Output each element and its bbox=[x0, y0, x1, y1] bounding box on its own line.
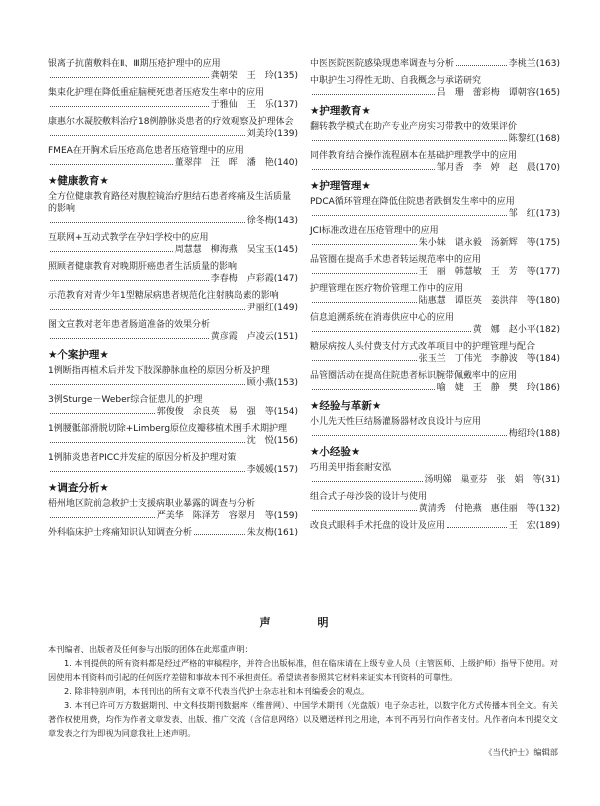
section-heading: ★护理教育★ bbox=[310, 104, 371, 117]
toc-entry-author-row bbox=[310, 162, 560, 174]
dot-leader bbox=[312, 169, 435, 170]
toc-entry-author-row bbox=[48, 377, 298, 389]
toc-entry[interactable] bbox=[48, 261, 298, 285]
toc-entry[interactable] bbox=[48, 116, 298, 140]
toc-entry-authors: 郭俊俊 余良英 易 强 等 bbox=[156, 407, 274, 418]
toc-entry-author-row bbox=[48, 273, 298, 285]
section-heading: ★调查分析★ bbox=[48, 482, 109, 495]
toc-entry-authors: 邹月香 李 婷 赵 晨 bbox=[436, 163, 536, 173]
toc-entry-title: 品管圈在提高手术患者转运规范率中的应用 bbox=[310, 254, 482, 265]
dot-leader bbox=[50, 517, 155, 518]
dot-leader bbox=[312, 435, 507, 436]
toc-entry-author-row bbox=[310, 382, 560, 394]
statement-intro: 本刊编者、出版者及任何参与出版的团体在此郑重声明： bbox=[48, 644, 253, 654]
statement-item: 1. 本刊提供的所有资料都是经过严格的审稿程序，并符合出版标准，但在临床请在上级专业人员（主管医师、上级护师）指导下使用。对因使用本刊资料而引起的任何医疗差错和事故本刊不承担责任。希望读者参照其它材料来证实本刊资料的可靠性。 bbox=[48, 658, 558, 682]
toc-entry[interactable] bbox=[310, 75, 560, 99]
toc-entry-authors: 李春梅 卢彩霞 bbox=[210, 274, 274, 285]
toc-entry-page: (143) bbox=[273, 216, 298, 227]
toc-entry-page: (154) bbox=[273, 407, 298, 418]
toc-entry-authors: 邹 红 bbox=[508, 209, 536, 219]
dot-leader bbox=[312, 302, 417, 303]
toc-entry-author-row bbox=[310, 353, 560, 365]
toc-entry[interactable] bbox=[48, 191, 298, 228]
toc-entry-author-row bbox=[310, 474, 560, 486]
toc-entry-authors: 李媛媛 bbox=[246, 465, 274, 476]
dot-leader bbox=[50, 77, 209, 78]
toc-entry[interactable] bbox=[310, 370, 560, 394]
toc-entry-page: (168) bbox=[535, 134, 560, 144]
statement-signature: 《当代护士》编辑部 bbox=[484, 747, 558, 757]
toc-entry[interactable] bbox=[48, 365, 298, 389]
toc-entry-author-row bbox=[310, 503, 560, 515]
dot-leader bbox=[50, 442, 245, 443]
toc-entry-author-row bbox=[48, 215, 298, 227]
toc-entry[interactable] bbox=[310, 225, 560, 249]
toc-entry-title: 1例断指再植术后并发下肢深静脉血栓的原因分析及护理 bbox=[48, 366, 270, 377]
toc-entry-authors: 喻 婕 王 静 樊 玲 bbox=[436, 383, 536, 393]
toc-entry-title: 中职护生习得性无助、自我概念与承诺研究 bbox=[310, 75, 482, 86]
toc-entry[interactable] bbox=[310, 416, 560, 440]
toc-entry-author-row bbox=[310, 428, 560, 440]
statement-item: 3. 本刊已许可万方数据期刊、中文科技期刊数据库（维普网）、中国学术期刊（光盘版）电子杂志社，以数字化方式传播本刊全文。有关著作权使用费，均作为作者文章发表、出版、推广交流（含信息网络）以及赠送样刊之用途，本刊不再另行向作者支付。凡作者向本刊提交文章发表之行为即视为同意我社上述声明。 bbox=[48, 700, 558, 738]
toc-entry-author-row bbox=[310, 295, 560, 307]
toc-entry[interactable] bbox=[310, 196, 560, 220]
toc-entry-author-row bbox=[48, 406, 298, 418]
toc-entry-page: (149) bbox=[273, 303, 298, 314]
toc-entry-page: (156) bbox=[273, 436, 298, 447]
toc-entry[interactable] bbox=[48, 319, 298, 343]
toc-entry-authors: 李桃兰 bbox=[508, 59, 536, 69]
dot-leader bbox=[50, 106, 209, 107]
toc-entry-title: PDCA循环管理在降低住院患者跌倒发生率中的应用 bbox=[310, 196, 515, 207]
dot-leader bbox=[447, 527, 507, 528]
toc-entry[interactable] bbox=[48, 423, 298, 447]
toc-entry-author-row bbox=[48, 435, 298, 447]
toc-entry-page: (151) bbox=[273, 332, 298, 343]
dot-leader bbox=[312, 481, 423, 482]
toc-entry-authors: 尹丽红 bbox=[246, 303, 274, 314]
toc-entry-title: 集束化护理在降低重症脑梗死患者压疮发生率中的应用 bbox=[48, 88, 265, 98]
toc-entry-page: (175) bbox=[535, 238, 560, 248]
toc-entry-authors: 顾小燕 bbox=[246, 378, 274, 389]
toc-entry-authors: 刘美玲 bbox=[246, 129, 274, 140]
toc-entry-page: (132) bbox=[535, 504, 560, 514]
toc-entry-title: 巧用美甲指套耐安泓 bbox=[310, 462, 392, 473]
toc-entry[interactable] bbox=[310, 283, 560, 307]
dot-leader bbox=[50, 338, 209, 339]
toc-entry-title: 外科临床护士疼痛知识认知调查分析 bbox=[48, 528, 193, 539]
dot-leader bbox=[312, 140, 507, 141]
toc-entry-page: (186) bbox=[535, 383, 560, 393]
toc-entry[interactable] bbox=[48, 232, 298, 256]
toc-entry-title: 翻转教学模式在助产专业产房实习带教中的效果评价 bbox=[310, 121, 518, 132]
toc-entry-title: 组合式子母沙袋的设计与使用 bbox=[310, 491, 428, 502]
table-of-contents bbox=[48, 58, 558, 606]
section-heading: ★健康教育★ bbox=[48, 175, 109, 187]
toc-entry-authors: 董翠萍 汪 晖 潘 艳 bbox=[174, 158, 274, 169]
toc-entry-title: JCI标准改进在压疮管理中的应用 bbox=[310, 225, 439, 236]
toc-entry-title: 3例Sturge－Weber综合征患儿的护理 bbox=[48, 395, 203, 406]
toc-entry-page: (180) bbox=[535, 296, 560, 306]
toc-entry-author-row bbox=[48, 99, 298, 111]
toc-entry-page: (170) bbox=[535, 163, 560, 173]
toc-entry-page: (188) bbox=[535, 429, 560, 439]
dot-leader bbox=[456, 65, 507, 66]
toc-entry-author-row bbox=[310, 520, 560, 532]
toc-entry-page: (184) bbox=[535, 354, 560, 364]
toc-right-column bbox=[310, 58, 560, 537]
toc-entry-title: 同伴教育结合操作流程剧本在基础护理教学中的应用 bbox=[310, 150, 518, 161]
toc-entry[interactable] bbox=[48, 87, 298, 111]
toc-entry-title: 护理管理在医疗物价管理工作中的应用 bbox=[310, 283, 464, 294]
toc-entry-title: 品管圈活动在提高住院患者标识腕带佩戴率中的应用 bbox=[310, 370, 518, 381]
toc-entry-authors: 黄彦霞 卢凌云 bbox=[210, 332, 274, 343]
toc-entry-page: (140) bbox=[273, 158, 298, 169]
toc-entry-authors: 黄清秀 付艳燕 惠佳丽 等 bbox=[418, 504, 536, 514]
toc-entry-author-row bbox=[48, 157, 298, 169]
toc-entry-page: (31) bbox=[541, 475, 560, 485]
toc-entry-title: 全方位健康教育路径对腹腔镜治疗胆结石患者疼痛及生活质量的影响 bbox=[48, 192, 292, 215]
toc-entry-authors: 梅绍玲 bbox=[508, 429, 536, 439]
dot-leader bbox=[312, 94, 435, 95]
toc-entry-title: FMEA在开胸术后压疮高危患者压疮管理中的应用 bbox=[48, 146, 244, 156]
toc-entry-title: 示范教育对青少年1型糖尿病患者规范化注射胰岛素的影响 bbox=[48, 291, 279, 302]
toc-entry-authors: 王 宏 bbox=[508, 520, 536, 531]
toc-entry[interactable] bbox=[310, 491, 560, 515]
toc-entry-title: 康惠尔水凝胶敷料治疗18例静脉炎患者的疗效观察及护理体会 bbox=[48, 117, 294, 127]
toc-entry[interactable] bbox=[48, 145, 298, 169]
section-heading: ★小经验★ bbox=[310, 445, 361, 458]
toc-entry-author-row bbox=[310, 87, 560, 99]
dot-leader bbox=[50, 135, 245, 136]
toc-entry-page: (153) bbox=[273, 378, 298, 389]
dot-leader bbox=[312, 331, 471, 332]
toc-entry-page: (177) bbox=[535, 267, 560, 277]
toc-entry[interactable] bbox=[48, 394, 298, 418]
toc-entry-authors: 周慧慧 柳海燕 吴宝玉 bbox=[174, 245, 274, 256]
toc-entry-authors: 汤明娣 巢亚芬 张 娟 等 bbox=[424, 475, 542, 485]
toc-entry-author-row bbox=[48, 244, 298, 256]
toc-entry-authors: 朱友梅 bbox=[246, 528, 274, 539]
toc-entry-title: 1例肺炎患者PICC并发症的原因分析及护理对策 bbox=[48, 453, 237, 464]
toc-entry-author-row bbox=[310, 237, 560, 249]
toc-entry-page: (173) bbox=[535, 209, 560, 219]
toc-entry[interactable] bbox=[310, 462, 560, 486]
toc-entry-title: 银离子抗菌敷料在Ⅱ、Ⅲ期压疮护理中的应用 bbox=[48, 59, 221, 69]
dot-leader bbox=[312, 510, 417, 511]
toc-entry-author-row bbox=[310, 208, 560, 220]
section-heading: ★个案护理★ bbox=[48, 349, 109, 362]
dot-leader bbox=[50, 280, 209, 281]
toc-entry-author-row bbox=[48, 128, 298, 140]
toc-entry[interactable] bbox=[310, 121, 560, 145]
dot-leader bbox=[50, 222, 245, 223]
toc-entry-title: 改良式眼科手术托盘的设计及应用 bbox=[310, 520, 446, 531]
toc-entry-page: (135) bbox=[273, 71, 298, 82]
toc-entry[interactable] bbox=[310, 520, 560, 532]
dot-leader bbox=[312, 273, 417, 274]
toc-entry-page: (159) bbox=[273, 511, 298, 522]
toc-entry-author-row bbox=[48, 510, 298, 522]
toc-entry-authors: 黄 娜 赵小平 bbox=[472, 325, 536, 335]
dot-leader bbox=[50, 164, 173, 165]
toc-entry-authors: 张玉兰 丁伟光 李静波 等 bbox=[418, 354, 536, 364]
toc-entry-page: (161) bbox=[273, 528, 298, 539]
toc-entry[interactable] bbox=[48, 452, 298, 476]
toc-entry-title: 小儿先天性巨结肠灌肠器材改良设计与应用 bbox=[310, 416, 482, 427]
toc-entry-page: (137) bbox=[273, 100, 298, 111]
toc-entry-author-row bbox=[48, 331, 298, 343]
dot-leader bbox=[312, 389, 435, 390]
toc-entry-authors: 沈 悦 bbox=[246, 436, 274, 447]
toc-entry-title: 互联网+互动式教学在孕妇学校中的应用 bbox=[48, 233, 209, 244]
toc-entry[interactable] bbox=[310, 341, 560, 365]
toc-entry-title: 梧州地区院前急救护士支援病职业暴露的调查与分析 bbox=[48, 499, 256, 510]
toc-entry-authors: 龚朝荣 王 玲 bbox=[210, 71, 274, 82]
statement-item: 2. 除非特别声明，本刊刊出的所有文章不代表当代护士杂志社和本刊编委会的观点。 bbox=[64, 686, 370, 696]
toc-entry[interactable] bbox=[48, 290, 298, 314]
toc-entry-author-row bbox=[48, 527, 298, 539]
toc-left-column bbox=[48, 58, 298, 544]
toc-entry-authors: 吕 珊 蕾彩梅 谭朝容 bbox=[436, 88, 536, 98]
section-heading: ★护理管理★ bbox=[310, 179, 371, 192]
toc-entry-authors: 朱小妹 谌永毅 汤新辉 等 bbox=[418, 238, 536, 248]
toc-entry-authors: 徐冬梅 bbox=[246, 216, 274, 227]
toc-entry-title: 中医医院医院感染现患率调查与分析 bbox=[310, 59, 455, 69]
toc-entry-page: (157) bbox=[273, 465, 298, 476]
toc-entry-title: 图文宣教对老年患者肠道准备的效果分析 bbox=[48, 320, 211, 331]
toc-entry-title: 1例腰骶部滑脱切除+Limberg原位皮瓣移植术围手术期护理 bbox=[48, 424, 288, 435]
dot-leader bbox=[50, 309, 245, 310]
dot-leader bbox=[312, 244, 417, 245]
toc-entry-page: (163) bbox=[535, 59, 560, 69]
toc-entry-author-row bbox=[310, 133, 560, 145]
toc-entry-page: (189) bbox=[535, 520, 560, 531]
dot-leader bbox=[312, 215, 507, 216]
toc-entry-title: 信息追溯系统在消毒供应中心的应用 bbox=[310, 312, 455, 323]
dot-leader bbox=[50, 471, 245, 472]
dot-leader bbox=[312, 360, 417, 361]
dot-leader bbox=[50, 384, 245, 385]
toc-entry-authors: 陈黎红 bbox=[508, 134, 536, 144]
toc-entry-page: (139) bbox=[273, 129, 298, 140]
toc-entry-page: (145) bbox=[273, 245, 298, 256]
dot-leader bbox=[50, 413, 155, 414]
toc-entry[interactable] bbox=[48, 58, 298, 82]
toc-entry-page: (165) bbox=[535, 88, 560, 98]
toc-entry[interactable] bbox=[310, 150, 560, 174]
toc-entry-authors: 王 丽 韩慧敏 王 芳 等 bbox=[418, 267, 536, 277]
toc-entry-authors: 陆惠慧 谭臣英 姜洪萍 等 bbox=[418, 296, 536, 306]
toc-entry-page: (182) bbox=[535, 325, 560, 335]
toc-entry[interactable] bbox=[48, 527, 298, 539]
toc-entry-title: 糖尿病按人头付费支付方式改革项目中的护理管理与配合 bbox=[310, 341, 536, 352]
dot-leader bbox=[50, 251, 173, 252]
toc-entry-author-row bbox=[48, 70, 298, 82]
toc-entry-author-row bbox=[310, 58, 560, 70]
statement-section bbox=[48, 614, 558, 759]
section-heading: ★经验与革新★ bbox=[310, 399, 382, 412]
statement-title: 声 明 bbox=[259, 616, 347, 629]
toc-entry[interactable] bbox=[310, 254, 560, 278]
toc-entry[interactable] bbox=[310, 58, 560, 70]
toc-entry-title: 照顾者健康教育对晚期肝癌患者生活质量的影响 bbox=[48, 262, 238, 273]
dot-leader bbox=[194, 534, 245, 535]
toc-entry-authors: 于雅仙 王 乐 bbox=[210, 100, 274, 111]
toc-entry[interactable] bbox=[48, 498, 298, 522]
toc-entry-author-row bbox=[48, 464, 298, 476]
toc-entry-author-row bbox=[48, 302, 298, 314]
toc-entry-author-row bbox=[310, 266, 560, 278]
toc-entry-author-row bbox=[310, 324, 560, 336]
toc-entry[interactable] bbox=[310, 312, 560, 336]
toc-entry-authors: 严美华 陈泽芳 容翠月 等 bbox=[156, 511, 274, 522]
toc-entry-page: (147) bbox=[273, 274, 298, 285]
